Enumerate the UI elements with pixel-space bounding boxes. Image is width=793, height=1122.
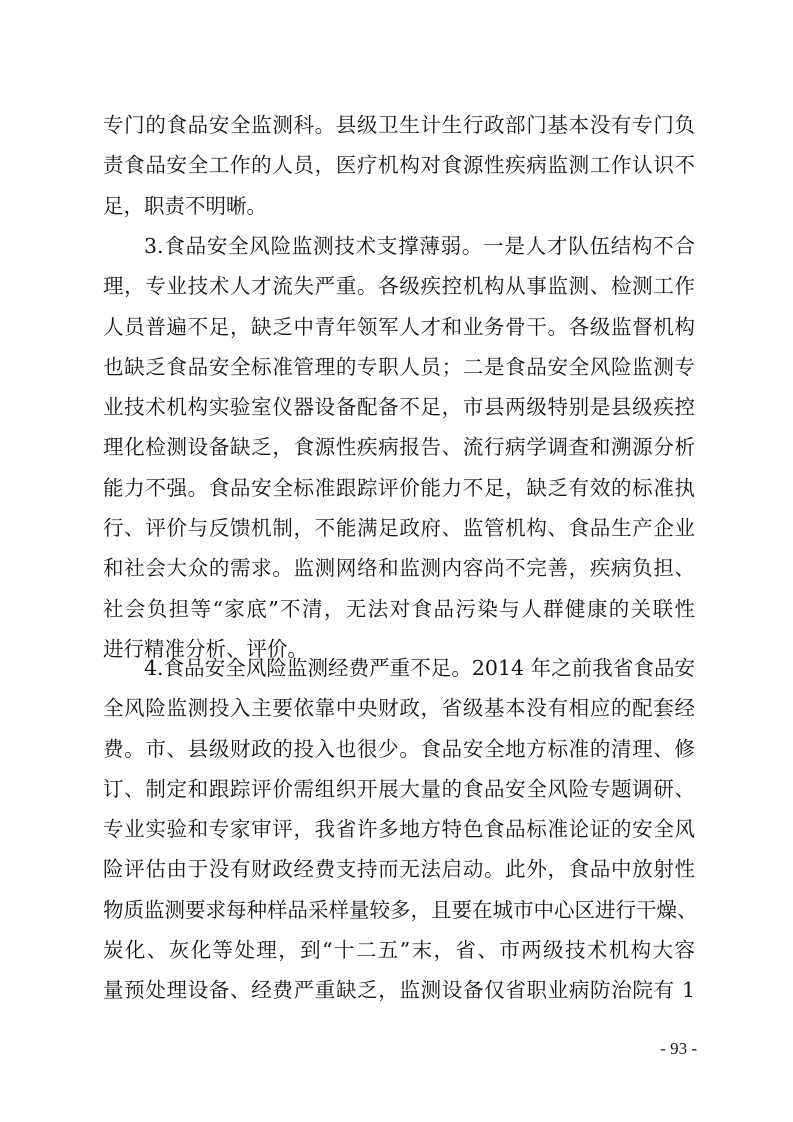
paragraph-line: 能力不强。食品安全标准跟踪评价能力不足，缺乏有效的标准执 — [103, 475, 695, 500]
paragraph-line: 理化检测设备缺乏，食源性疾病报告、流行病学调查和溯源分析 — [103, 435, 695, 460]
paragraph-line: 量预处理设备、经费严重缺乏，监测设备仅省职业病防治院有 1 — [103, 978, 695, 1003]
page-number: - 93 - — [660, 1039, 697, 1058]
paragraph-line: 3.食品安全风险监测技术支撑薄弱。一是人才队伍结构不合 — [144, 234, 695, 258]
paragraph-line: 也缺乏食品安全标准管理的专职人员；二是食品安全风险监测专 — [103, 354, 695, 379]
paragraph-line: 人员普遍不足，缺乏中青年领军人才和业务骨干。各级监督机构 — [103, 314, 695, 339]
paragraph-line: 炭化、灰化等处理，到“十二五”末，省、市两级技术机构大容 — [103, 938, 695, 963]
paragraph-line: 订、制定和跟踪评价需组织开展大量的食品安全风险专题调研、 — [103, 776, 695, 801]
paragraph-line: 专业实验和专家审评，我省许多地方特色食品标准论证的安全风 — [103, 817, 695, 842]
paragraph-line: 险评估由于没有财政经费支持而无法启动。此外，食品中放射性 — [103, 857, 695, 882]
paragraph-line: 全风险监测投入主要依靠中央财政，省级基本没有相应的配套经 — [103, 696, 695, 721]
paragraph-1 — [103, 105, 695, 226]
paragraph-3 — [103, 648, 698, 1011]
paragraph-line: 物质监测要求每种样品采样量较多，且要在城市中心区进行干燥、 — [103, 897, 698, 922]
paragraph-line: 理，专业技术人才流失严重。各级疾控机构从事监测、检测工作 — [103, 274, 695, 299]
paragraph-line: 和社会大众的需求。监测网络和监测内容尚不完善，疾病负担、 — [103, 556, 695, 581]
paragraph-line: 专门的食品安全监测科。县级卫生计生行政部门基本没有专门负 — [103, 113, 695, 137]
paragraph-line: 进行精准分析、评价。 — [103, 636, 308, 661]
paragraph-line: 行、评价与反馈机制，不能满足政府、监管机构、食品生产企业 — [103, 516, 695, 541]
paragraph-line: 费。市、县级财政的投入也很少。食品安全地方标准的清理、修 — [103, 736, 695, 761]
paragraph-2 — [103, 226, 695, 669]
paragraph-line: 足，职责不明晰。 — [103, 193, 267, 218]
paragraph-line: 责食品安全工作的人员，医疗机构对食源性疾病监测工作认识不 — [103, 153, 695, 178]
paragraph-line: 业技术机构实验室仪器设备配备不足，市县两级特别是县级疾控 — [103, 395, 695, 420]
paragraph-line: 社会负担等“家底”不清，无法对食品污染与人群健康的关联性 — [103, 596, 695, 621]
paragraph-line: 4.食品安全风险监测经费严重不足。2014 年之前我省食品安 — [144, 656, 695, 680]
